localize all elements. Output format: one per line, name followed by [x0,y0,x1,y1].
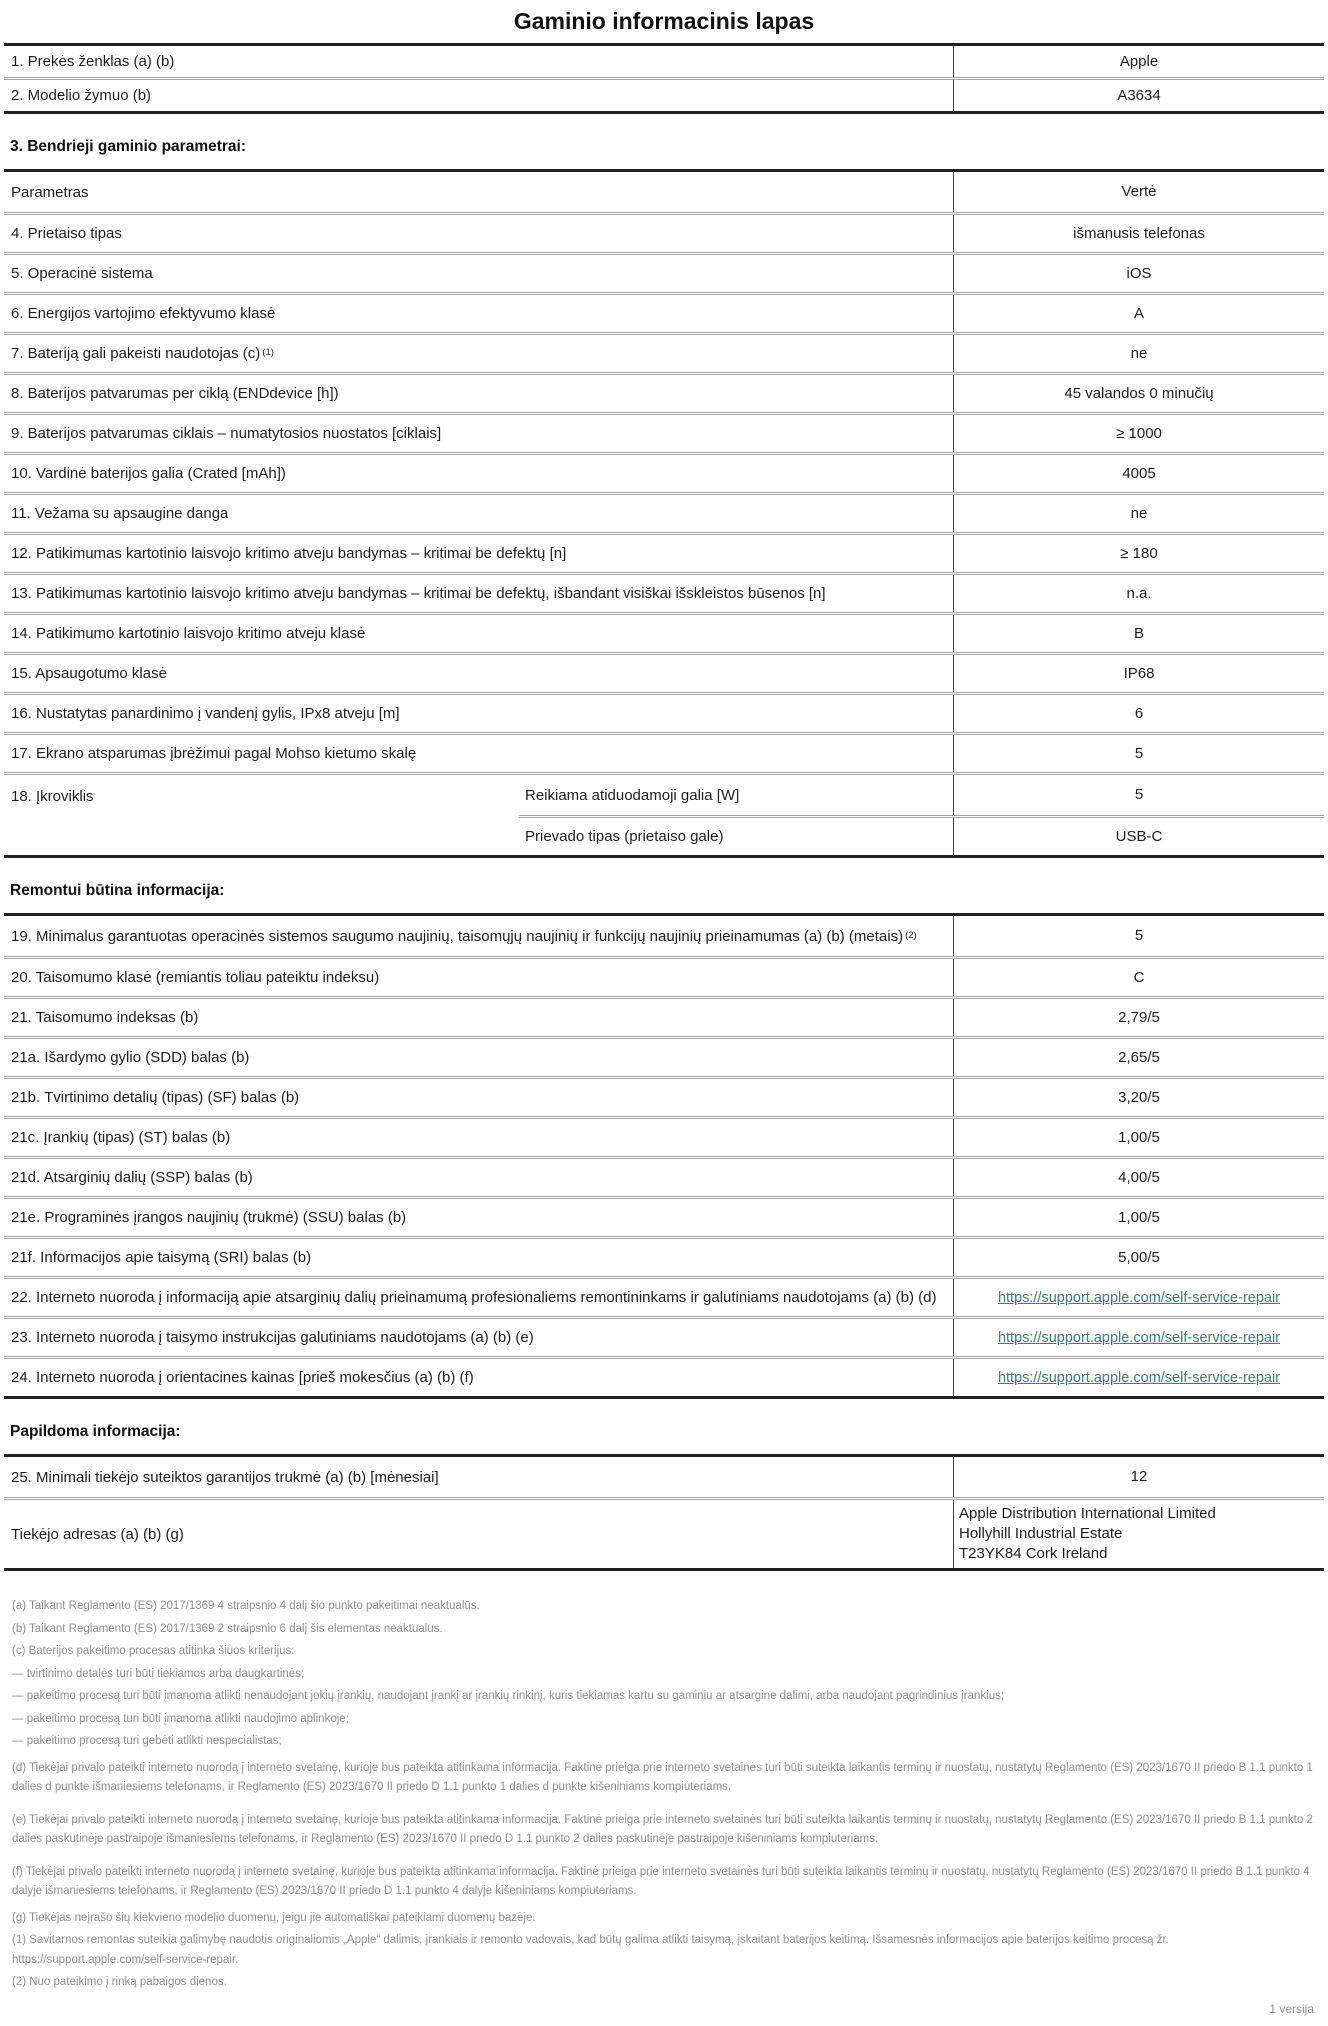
charger-row [4,772,1324,855]
param-label [4,916,953,956]
table-row [4,492,1324,532]
param-value: 6 [953,695,1324,732]
param-label: 21b. Tvirtinimo detalių (tipas) (SF) balas (b) [11,1089,300,1106]
page-title: Gaminio informacinis lapas [513,8,815,34]
param-value: 4,00/5 [953,1159,1324,1196]
supplier-address-row [4,1497,1324,1568]
repair-information-table [4,913,1324,1399]
param-label: 4. Prietaiso tipas [11,225,122,242]
table-row [4,1276,1324,1316]
param-label: 21f. Informacijos apie taisymą (SRI) balas (b) [11,1249,312,1266]
table-row [4,1236,1324,1276]
param-label: 23. Interneto nuoroda į taisymo instrukcijas galutiniams naudotojams (a) (b) (e) [11,1329,534,1346]
supplier-address-lines [959,1504,1216,1564]
table-row [4,1076,1324,1116]
table-row [4,956,1324,996]
column-header-verte: Vertė [953,172,1324,212]
table-row [4,1457,1324,1497]
param-value: A [953,295,1324,332]
param-label: 15. Apsaugotumo klasė [11,665,167,682]
footnote-c-criterion-2: — pakeitimo procesą turi būti įmanoma atlikti nenaudojant jokių įrankių, naudojant įrankį ar įrankių rinkinį, kuris tiekiamas kartu su gaminiu ar atsargine dalimi, arba naudojant pagrindinius įrankius; [12,1690,1005,1702]
table-row [4,77,1324,111]
param-value: 3,20/5 [953,1079,1324,1116]
footnote-d: (d) Tiekėjai privalo pateikti interneto nuorodą į interneto svetainę, kurioje bus pateikta atitinkama informacija. Faktinė prieiga prie interneto svetainės turi būti suteikta laikantis terminų ir nuostatų, nustatytų Reglamento (ES) 2023/1670 II priedo B 1.1 punkto 1 dalies d punkte išmaniesiems telefonams, ir Reglamento (ES) 2023/1670 II priedo D 1.1 punkto 1 dalies d punkte kišeniniams kompiuteriams. [12,1761,1313,1793]
param-value: ≥ 180 [953,535,1324,572]
table-row [4,1356,1324,1396]
footnote-marker: (2) [905,929,917,941]
param-label: 14. Patikimumo kartotinio laisvojo kritimo atveju klasė [11,625,366,642]
param-value: 45 valandos 0 minučių [953,375,1324,412]
address-line: Hollyhill Industrial Estate [959,1525,1123,1542]
param-value: 5 [953,735,1324,772]
param-value: išmanusis telefonas [953,215,1324,252]
param-value [953,1359,1324,1396]
table-row [4,532,1324,572]
table-row [4,1116,1324,1156]
param-label: 25. Minimali tiekėjo suteiktos garantijos trukmė (a) (b) [mėnesiai] [11,1468,439,1486]
param-label: 21d. Atsarginių dalių (SSP) balas (b) [11,1169,253,1186]
footnote-g: (g) Tiekėjas neįrašo šių kiekvieno modelio duomenų, jeigu jie automatiškai pateikiami duomenų bazėje. [12,1911,536,1924]
spare-parts-availability-link[interactable]: https://support.apple.com/self-service-repair [997,1289,1281,1306]
section-heading-general: 3. Bendrieji gaminio parametrai: [10,138,247,155]
param-label: 13. Patikimumas kartotinio laisvojo kritimo atveju bandymas – kritimai be defektų, išbandant visiškai išskleistos būsenos [n] [11,585,826,602]
param-value: iOS [953,255,1324,292]
param-value: ne [953,495,1324,532]
table-row [4,252,1324,292]
param-value: C [953,959,1324,996]
table-row [4,916,1324,956]
param-value: 12 [953,1457,1324,1497]
param-value: 5 [953,775,1324,815]
footnote-c: (c) Baterijos pakeitimo procesas atitinka šiuos kriterijus: [12,1645,295,1657]
table-row [4,452,1324,492]
footnote-c-criterion-1: — tvirtinimo detalės turi būti tiekiamos arba daugkartinės; [12,1667,305,1680]
param-value: A3634 [953,80,1324,111]
footnote-f: (f) Tiekėjai privalo pateikti interneto nuorodą į interneto svetainę, kurioje bus pateikta atitinkama informacija. Faktinė prieiga prie interneto svetainės turi būti suteikta laikantis terminų ir nuostatų, nustatytų Reglamento (ES) 2023/1670 II priedo B 1.1 punkto 4 dalyje išmaniesiems telefonams, ir Reglamento (ES) 2023/1670 II priedo D 1.1 punkto 4 dalyje kišeniniams kompiuteriams. [12,1865,1310,1897]
table-row [4,652,1324,692]
column-header-parametras: Parametras [11,183,89,201]
footnotes [4,1571,1324,1993]
param-label: 21. Taisomumo indeksas (b) [11,1009,199,1026]
param-label: 1. Prekės ženklas (a) (b) [11,53,175,70]
footnote-b: (b) Taikant Reglamento (ES) 2017/1369 2 straipsnio 6 dalį šis elementas neaktualus. [12,1622,443,1635]
table-row [4,996,1324,1036]
param-value: 5 [953,916,1324,956]
param-value: 1,00/5 [953,1199,1324,1236]
table-header-row [4,172,1324,212]
table-row [4,412,1324,452]
param-label: 10. Vardinė baterijos galia (Crated [mAh]) [11,465,286,482]
param-value [953,1319,1324,1356]
identification-table [4,43,1324,114]
indicative-prices-link[interactable]: https://support.apple.com/self-service-repair [997,1369,1281,1386]
param-label: 18. Įkroviklis [11,788,94,805]
footnote-2: (2) Nuo pateikimo į rinką pabaigos dienos. [12,1976,227,1988]
param-value: IP68 [953,655,1324,692]
footnote-c-criterion-4: — pakeitimo procesą turi gebėti atlikti nespecialistas; [12,1735,282,1747]
param-label [4,335,953,372]
param-value: USB-C [953,818,1324,855]
table-row [4,372,1324,412]
section-heading-repair: Remontui būtina informacija: [10,882,225,899]
param-label: 21a. Išardymo gylio (SDD) balas (b) [11,1049,250,1066]
param-label: 22. Interneto nuoroda į informaciją apie atsarginių dalių prieinamumą profesionaliems remontininkams ir galutiniams naudotojams (a) (b) (d) [11,1289,937,1306]
additional-information-table [4,1454,1324,1571]
param-label-text: 7. Bateriją gali pakeisti naudotojas (c) [11,345,261,362]
supplier-address [953,1500,1324,1568]
repair-instructions-link[interactable]: https://support.apple.com/self-service-repair [997,1329,1281,1346]
param-label: 8. Baterijos patvarumas per ciklą (ENDdevice [h]) [11,385,339,402]
table-row [4,1196,1324,1236]
table-row [519,775,1324,815]
table-row [4,572,1324,612]
table-row [4,1156,1324,1196]
param-label: 2. Modelio žymuo (b) [11,87,152,104]
param-label: 9. Baterijos patvarumas ciklais – numatytosios nuostatos [ciklais] [11,425,442,442]
param-label: 5. Operacinė sistema [11,265,153,282]
table-row [4,212,1324,252]
address-line: T23YK84 Cork Ireland [959,1545,1108,1562]
section-heading-additional: Papildoma informacija: [10,1423,181,1440]
table-row [4,612,1324,652]
version-label: 1 versija [1269,2001,1314,2016]
param-value: B [953,615,1324,652]
param-label: 20. Taisomumo klasė (remiantis toliau pateiktu indeksu) [11,969,380,986]
table-row [4,1316,1324,1356]
footnote-marker: (1) [262,347,274,358]
param-label: 11. Vežama su apsaugine danga [11,505,229,522]
param-label: 24. Interneto nuoroda į orientacines kainas [prieš mokesčius (a) (b) (f) [11,1369,474,1386]
param-value: n.a. [953,575,1324,612]
table-row [4,692,1324,732]
table-row [4,1036,1324,1076]
param-label: 21e. Programinės įrangos naujinių (trukmė) (SSU) balas (b) [11,1209,407,1226]
footnote-e: (e) Tiekėjai privalo pateikti interneto nuorodą į interneto svetainę, kurioje bus pateikta atitinkama informacija. Faktinė prieiga prie interneto svetainės turi būti suteikta laikantis terminų ir nuostatų, nustatytų Reglamento (ES) 2023/1670 II priedo B 1.1 punkto 2 dalies paskutinėje pastraipoje išmaniesiems telefonams, ir Reglamento (ES) 2023/1670 II priedo D 1.1 punkto 2 dalies paskutinėje pastraipoje kišeniniams kompiuteriams. [12,1813,1313,1845]
footnote-1: (1) Savitarnos remontas suteikia galimybę naudotis originaliomis „Apple“ dalimis, įrankiais ir remonto vadovais, kad būtų galima atlikti taisymą, įskaitant baterijos keitimą. Išsamesnės informacijos apie baterijos keitimo procesą žr. https://support.apple.com/self-service-repair. [12,1934,1169,1966]
param-value: 5,00/5 [953,1239,1324,1276]
table-row [519,815,1324,855]
param-value: ≥ 1000 [953,415,1324,452]
param-sublabel: Reikiama atiduodamoji galia [W] [525,786,740,804]
param-label: 6. Energijos vartojimo efektyvumo klasė [11,305,276,322]
table-row [4,292,1324,332]
charger-subtable [519,775,1324,855]
footnote-a: (a) Taikant Reglamento (ES) 2017/1369 4 straipsnio 4 dalį šio punkto pakeitimai neaktualūs. [12,1600,480,1612]
table-row [4,332,1324,372]
table-row [4,732,1324,772]
param-sublabel: Prievado tipas (prietaiso gale) [525,828,724,845]
param-value: ne [953,335,1324,372]
param-label: 16. Nustatytas panardinimo į vandenį gylis, IPx8 atveju [m] [11,705,400,722]
param-value: Apple [953,46,1324,77]
param-label: 21c. Įrankių (tipas) (ST) balas (b) [11,1129,231,1146]
param-value [953,1279,1324,1316]
general-parameters-table [4,169,1324,858]
table-row [4,46,1324,77]
param-value: 2,65/5 [953,1039,1324,1076]
footnote-c-criterion-3: — pakeitimo procesą turi būti įmanoma atlikti naudojimo aplinkoje; [12,1712,349,1725]
param-label: 12. Patikimumas kartotinio laisvojo kritimo atveju bandymas – kritimai be defektų [n] [11,545,567,562]
param-label: Tiekėjo adresas (a) (b) (g) [11,1525,184,1543]
param-label-text: 19. Minimalus garantuotas operacinės sistemos saugumo naujinių, taisomųjų naujinių ir funkcijų naujinių prieinamumas (a) (b) (metais) [11,927,904,945]
param-value: 4005 [953,455,1324,492]
param-value: 2,79/5 [953,999,1324,1036]
param-value: 1,00/5 [953,1119,1324,1156]
param-label: 17. Ekrano atsparumas įbrėžimui pagal Mohso kietumo skalę [11,745,417,762]
address-line: Apple Distribution International Limited [959,1505,1216,1522]
